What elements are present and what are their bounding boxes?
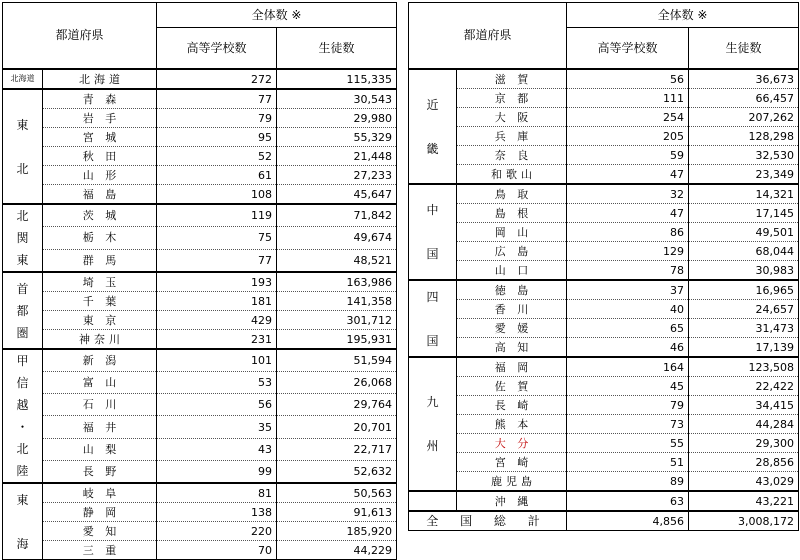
schools-value: 95: [157, 128, 277, 147]
prefecture-name: 群 馬: [43, 249, 157, 272]
table-row: [3, 438, 397, 460]
schools-value: 47: [567, 204, 689, 223]
students-value: 32,530: [689, 146, 799, 165]
schools-value: 272: [157, 69, 277, 89]
region-label: 近 畿: [409, 69, 457, 184]
table-row: [3, 541, 397, 560]
schools-value: 52: [157, 147, 277, 166]
table-row: [409, 223, 799, 242]
table-row: [3, 227, 397, 249]
prefecture-name: 山 梨: [43, 438, 157, 460]
left-table-container: [2, 2, 397, 560]
students-value: 31,473: [689, 319, 799, 338]
schools-value: 81: [157, 483, 277, 503]
students-value: 185,920: [277, 522, 397, 541]
students-value: 123,508: [689, 357, 799, 377]
prefecture-header: 都道府県: [409, 3, 567, 70]
table-row: [409, 377, 799, 396]
schools-header: 高等学校数: [157, 28, 277, 70]
schools-value: 65: [567, 319, 689, 338]
header-row: [409, 3, 799, 28]
table-row: [3, 349, 397, 372]
students-value: 24,657: [689, 300, 799, 319]
table-row: [3, 147, 397, 166]
students-value: 195,931: [277, 330, 397, 350]
students-value: 48,521: [277, 249, 397, 272]
students-value: 21,448: [277, 147, 397, 166]
prefecture-name: 秋 田: [43, 147, 157, 166]
prefecture-name: 鹿児島: [457, 472, 567, 492]
table-row: [409, 396, 799, 415]
table-row: [3, 128, 397, 147]
prefecture-name: 宮 城: [43, 128, 157, 147]
students-value: 22,422: [689, 377, 799, 396]
table-row: [409, 261, 799, 281]
prefecture-name: 山 形: [43, 166, 157, 185]
schools-value: 56: [157, 394, 277, 416]
table-row: [3, 272, 397, 292]
students-value: 28,856: [689, 453, 799, 472]
region-label: 首 都 圏: [3, 272, 43, 349]
students-value: 20,701: [277, 416, 397, 438]
prefecture-name: 岩 手: [43, 109, 157, 128]
schools-value: 73: [567, 415, 689, 434]
prefecture-name: 茨 城: [43, 204, 157, 227]
students-value: 45,647: [277, 185, 397, 205]
table-row: [3, 89, 397, 109]
table-row: [409, 69, 799, 89]
prefecture-name: 佐 賀: [457, 377, 567, 396]
prefecture-name: 三 重: [43, 541, 157, 560]
region-label: 九 州: [409, 357, 457, 491]
prefecture-name: 愛 媛: [457, 319, 567, 338]
right-statistics-table: [408, 2, 799, 531]
table-row: [409, 319, 799, 338]
table-row: [3, 416, 397, 438]
prefecture-name: 島 根: [457, 204, 567, 223]
students-value: 55,329: [277, 128, 397, 147]
students-value: 30,983: [689, 261, 799, 281]
prefecture-name: 千 葉: [43, 292, 157, 311]
table-row: [409, 108, 799, 127]
schools-value: 129: [567, 242, 689, 261]
students-value: 91,613: [277, 503, 397, 522]
prefecture-name: 兵 庫: [457, 127, 567, 146]
prefecture-name: 福 井: [43, 416, 157, 438]
schools-value: 37: [567, 280, 689, 300]
schools-value: 51: [567, 453, 689, 472]
prefecture-name: 滋 賀: [457, 69, 567, 89]
table-row: [3, 166, 397, 185]
schools-value: 89: [567, 472, 689, 492]
schools-value: 254: [567, 108, 689, 127]
table-row: [3, 185, 397, 205]
total-header: 全体数 ※: [567, 3, 799, 28]
left-statistics-table: [2, 2, 397, 560]
table-row: [3, 69, 397, 89]
total-schools: 4,856: [567, 511, 689, 531]
prefecture-name: 新 潟: [43, 349, 157, 372]
prefecture-name: 静 岡: [43, 503, 157, 522]
schools-value: 53: [157, 372, 277, 394]
table-row: [3, 292, 397, 311]
total-students: 3,008,172: [689, 511, 799, 531]
table-row: [3, 522, 397, 541]
students-value: 29,980: [277, 109, 397, 128]
table-row: [409, 415, 799, 434]
table-row: [409, 204, 799, 223]
schools-value: 101: [157, 349, 277, 372]
schools-value: 79: [567, 396, 689, 415]
table-row: [409, 184, 799, 204]
students-value: 17,145: [689, 204, 799, 223]
table-row: [409, 146, 799, 165]
schools-value: 119: [157, 204, 277, 227]
header-row: [3, 3, 397, 28]
table-row: [409, 357, 799, 377]
students-header: 生徒数: [277, 28, 397, 70]
prefecture-name: 徳 島: [457, 280, 567, 300]
schools-value: 138: [157, 503, 277, 522]
schools-value: 86: [567, 223, 689, 242]
students-value: 49,674: [277, 227, 397, 249]
region-label: [409, 491, 457, 511]
region-label: 四 国: [409, 280, 457, 357]
schools-value: 75: [157, 227, 277, 249]
prefecture-name: 神奈川: [43, 330, 157, 350]
students-value: 207,262: [689, 108, 799, 127]
students-value: 27,233: [277, 166, 397, 185]
schools-value: 59: [567, 146, 689, 165]
schools-value: 61: [157, 166, 277, 185]
prefecture-name: 奈 良: [457, 146, 567, 165]
region-label: 北海道: [3, 69, 43, 89]
prefecture-name: 和歌山: [457, 165, 567, 185]
schools-value: 63: [567, 491, 689, 511]
schools-value: 55: [567, 434, 689, 453]
prefecture-name: 熊 本: [457, 415, 567, 434]
schools-value: 111: [567, 89, 689, 108]
prefecture-name: 広 島: [457, 242, 567, 261]
prefecture-name: 福 島: [43, 185, 157, 205]
schools-value: 46: [567, 338, 689, 358]
table-row: [409, 453, 799, 472]
region-label: 中 国: [409, 184, 457, 280]
table-row: [409, 280, 799, 300]
schools-value: 108: [157, 185, 277, 205]
region-label: 北 関 東: [3, 204, 43, 272]
students-value: 163,986: [277, 272, 397, 292]
table-row: [3, 204, 397, 227]
prefecture-name: 沖 縄: [457, 491, 567, 511]
total-header: 全体数 ※: [157, 3, 397, 28]
prefecture-name: 大 分: [457, 434, 567, 453]
prefecture-name: 長 野: [43, 460, 157, 483]
students-value: 49,501: [689, 223, 799, 242]
table-row: [3, 109, 397, 128]
table-row: [409, 472, 799, 492]
prefecture-name: 愛 知: [43, 522, 157, 541]
prefecture-name: 岡 山: [457, 223, 567, 242]
schools-value: 99: [157, 460, 277, 483]
prefecture-name: 栃 木: [43, 227, 157, 249]
schools-value: 43: [157, 438, 277, 460]
students-value: 44,284: [689, 415, 799, 434]
students-value: 301,712: [277, 311, 397, 330]
schools-value: 40: [567, 300, 689, 319]
schools-value: 181: [157, 292, 277, 311]
schools-value: 231: [157, 330, 277, 350]
table-row: [3, 372, 397, 394]
students-value: 16,965: [689, 280, 799, 300]
right-table-container: [408, 2, 799, 531]
schools-value: 79: [157, 109, 277, 128]
prefecture-name: 香 川: [457, 300, 567, 319]
students-value: 43,221: [689, 491, 799, 511]
table-row: [409, 300, 799, 319]
schools-value: 32: [567, 184, 689, 204]
prefecture-name: 高 知: [457, 338, 567, 358]
region-label: 東 北: [3, 89, 43, 204]
prefecture-name: 青 森: [43, 89, 157, 109]
students-value: 51,594: [277, 349, 397, 372]
table-row: [3, 330, 397, 350]
prefecture-name: 大 阪: [457, 108, 567, 127]
schools-value: 429: [157, 311, 277, 330]
prefecture-name: 鳥 取: [457, 184, 567, 204]
students-value: 23,349: [689, 165, 799, 185]
total-row: [409, 511, 799, 531]
table-row: [3, 311, 397, 330]
region-label: 甲 信 越 ・ 北 陸: [3, 349, 43, 483]
table-row: [3, 394, 397, 416]
schools-value: 164: [567, 357, 689, 377]
table-row: [409, 127, 799, 146]
table-row: [3, 460, 397, 483]
schools-value: 56: [567, 69, 689, 89]
schools-value: 35: [157, 416, 277, 438]
prefecture-name: 埼 玉: [43, 272, 157, 292]
students-value: 52,632: [277, 460, 397, 483]
prefecture-name: 岐 阜: [43, 483, 157, 503]
table-row: [409, 165, 799, 185]
schools-value: 45: [567, 377, 689, 396]
prefecture-name: 東 京: [43, 311, 157, 330]
students-value: 29,764: [277, 394, 397, 416]
table-row: [409, 491, 799, 511]
students-value: 141,358: [277, 292, 397, 311]
region-label: 東 海: [3, 483, 43, 560]
students-value: 36,673: [689, 69, 799, 89]
students-value: 17,139: [689, 338, 799, 358]
prefecture-name: 京 都: [457, 89, 567, 108]
students-value: 44,229: [277, 541, 397, 560]
schools-value: 193: [157, 272, 277, 292]
schools-value: 77: [157, 89, 277, 109]
students-value: 68,044: [689, 242, 799, 261]
students-value: 71,842: [277, 204, 397, 227]
table-row: [409, 89, 799, 108]
prefecture-name: 福 岡: [457, 357, 567, 377]
table-row: [409, 338, 799, 358]
students-header: 生徒数: [689, 28, 799, 70]
students-value: 26,068: [277, 372, 397, 394]
table-row: [3, 503, 397, 522]
students-value: 22,717: [277, 438, 397, 460]
schools-value: 77: [157, 249, 277, 272]
prefecture-name: 山 口: [457, 261, 567, 281]
prefecture-name: 富 山: [43, 372, 157, 394]
students-value: 128,298: [689, 127, 799, 146]
students-value: 34,415: [689, 396, 799, 415]
schools-header: 高等学校数: [567, 28, 689, 70]
schools-value: 220: [157, 522, 277, 541]
schools-value: 78: [567, 261, 689, 281]
students-value: 66,457: [689, 89, 799, 108]
prefecture-name: 長 崎: [457, 396, 567, 415]
schools-value: 70: [157, 541, 277, 560]
students-value: 115,335: [277, 69, 397, 89]
table-row: [409, 434, 799, 453]
schools-value: 205: [567, 127, 689, 146]
students-value: 29,300: [689, 434, 799, 453]
students-value: 14,321: [689, 184, 799, 204]
table-row: [409, 242, 799, 261]
prefecture-header: 都道府県: [3, 3, 157, 70]
prefecture-name: 北海道: [43, 69, 157, 89]
prefecture-name: 宮 崎: [457, 453, 567, 472]
prefecture-name: 石 川: [43, 394, 157, 416]
students-value: 30,543: [277, 89, 397, 109]
schools-value: 47: [567, 165, 689, 185]
table-row: [3, 249, 397, 272]
students-value: 43,029: [689, 472, 799, 492]
students-value: 50,563: [277, 483, 397, 503]
total-label: 全 国 総 計: [409, 511, 567, 531]
